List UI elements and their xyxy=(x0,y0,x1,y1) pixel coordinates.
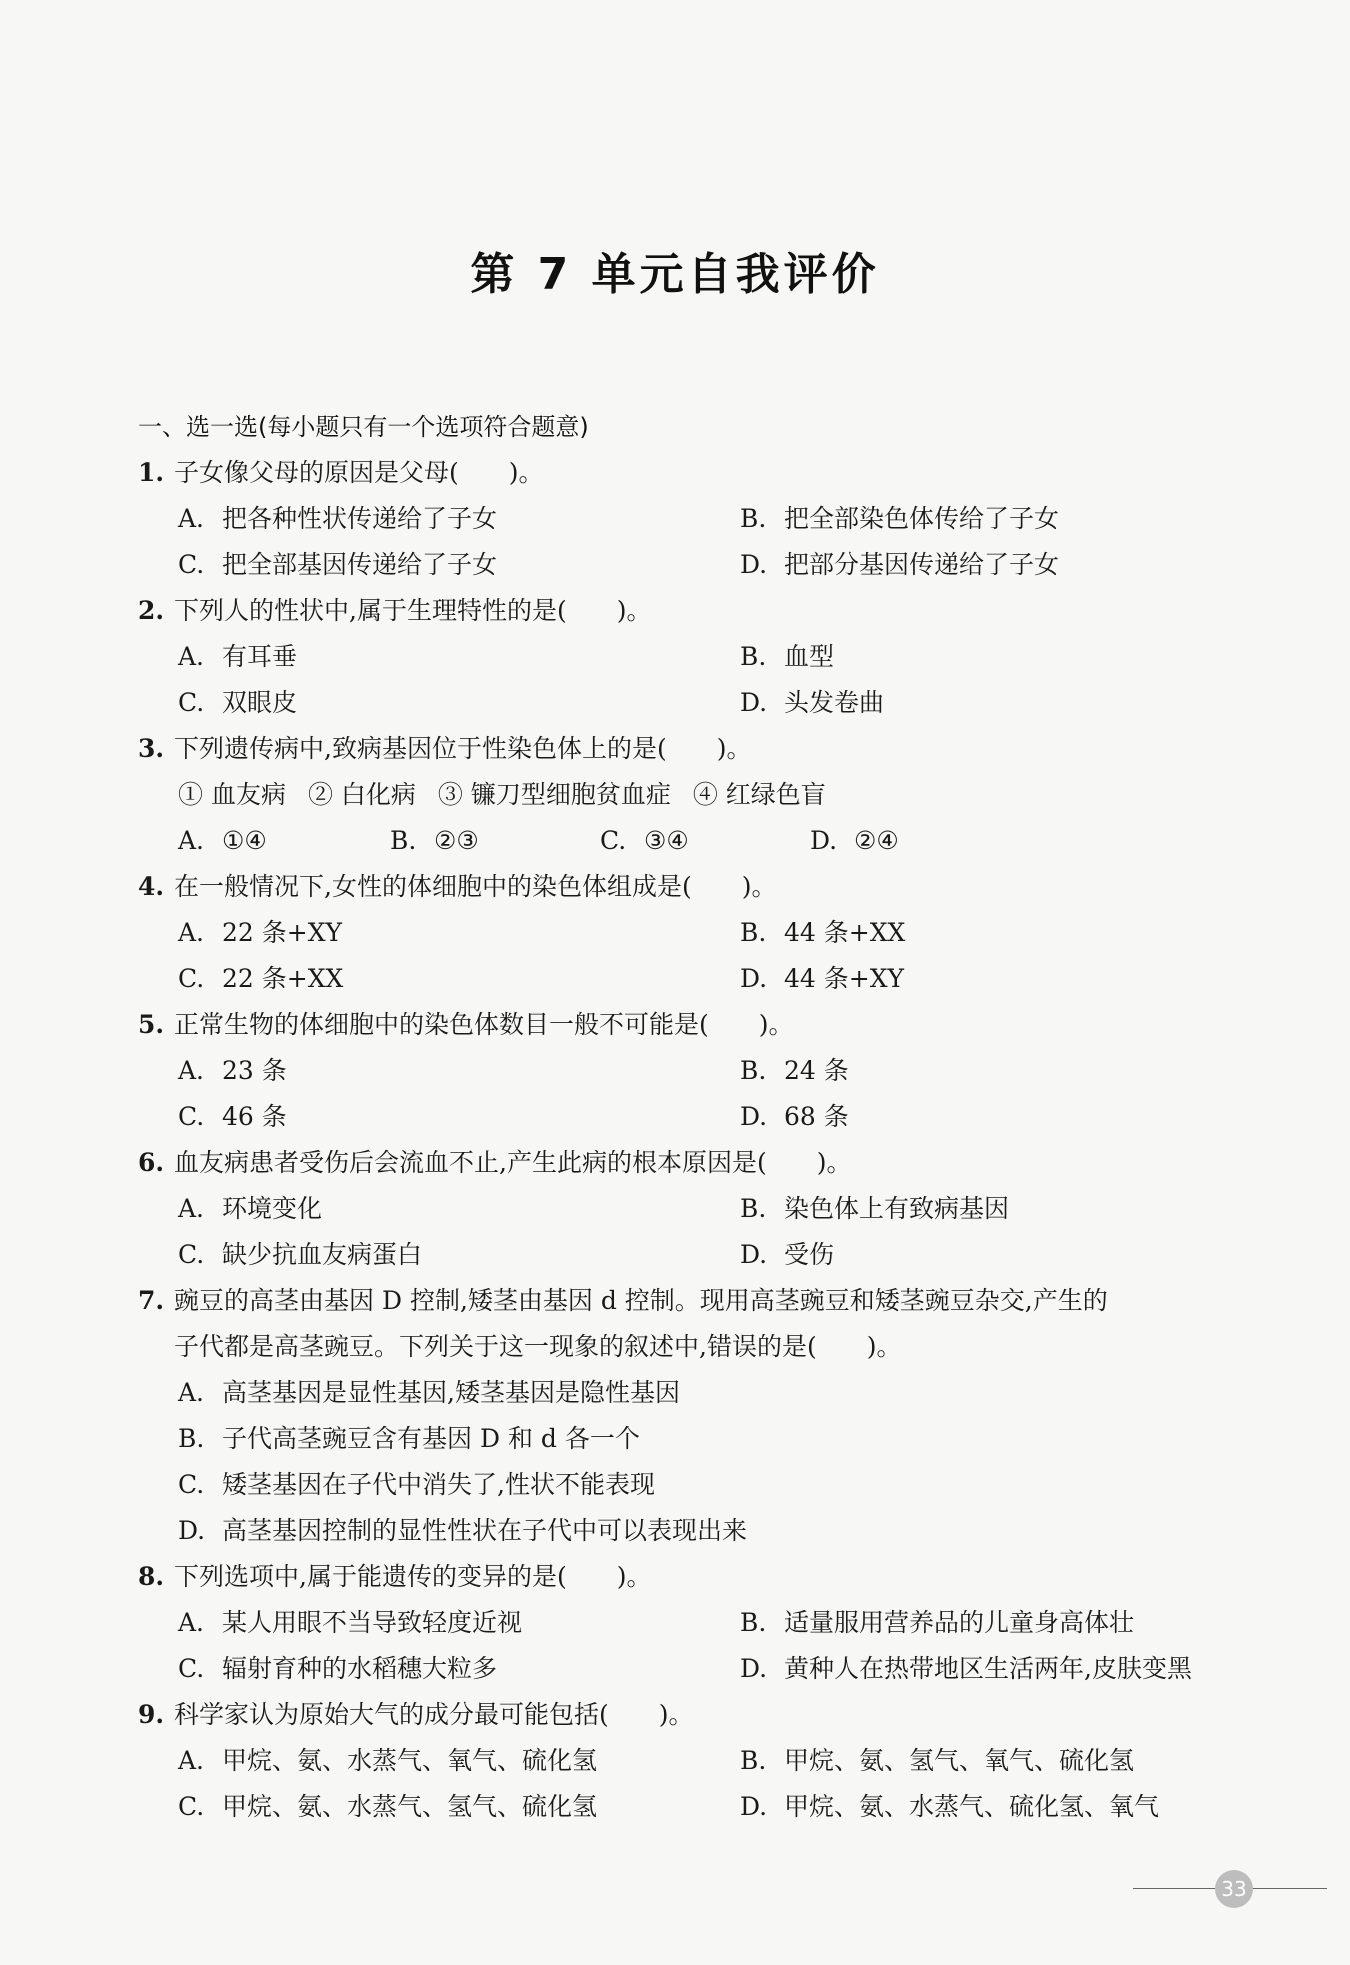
option-letter: C. xyxy=(178,550,205,579)
option-text: 高茎基因控制的显性性状在子代中可以表现出来 xyxy=(222,1516,748,1545)
option-letter: D. xyxy=(810,826,838,855)
statement-item: ③ 镰刀型细胞贫血症 xyxy=(437,780,671,809)
option-letter: C. xyxy=(178,1470,205,1499)
option-letter: D. xyxy=(740,688,768,717)
option xyxy=(740,542,1059,588)
option xyxy=(138,1508,1218,1554)
option-row xyxy=(138,680,1218,726)
option-text: 44 条+XY xyxy=(784,964,905,993)
option-letter: A. xyxy=(178,1746,205,1775)
option-row xyxy=(138,496,1218,542)
option-text: 24 条 xyxy=(784,1056,849,1085)
option-letter: B. xyxy=(740,504,767,533)
option-text: 缺少抗血友病蛋白 xyxy=(222,1240,423,1269)
option-letter: D. xyxy=(740,1240,768,1269)
option-letter: D. xyxy=(740,1792,768,1821)
option xyxy=(740,1784,1159,1830)
option-row xyxy=(138,1186,1218,1232)
question-text: 下列选项中,属于能遗传的变异的是( )。 xyxy=(174,1562,652,1591)
option-row xyxy=(138,1094,1218,1140)
option xyxy=(138,1462,1218,1508)
option-letter: B. xyxy=(740,1194,767,1223)
option-row xyxy=(138,1646,1218,1692)
option-text: 把全部染色体传给了子女 xyxy=(784,504,1060,533)
option-letter: A. xyxy=(178,504,205,533)
option xyxy=(138,1416,1218,1462)
option-row xyxy=(138,1600,1218,1646)
option xyxy=(178,1738,597,1784)
option xyxy=(740,496,1059,542)
question-stem xyxy=(138,1140,1218,1186)
question-number: 1. xyxy=(138,458,165,487)
question-stem xyxy=(138,1002,1218,1048)
option-text: ②④ xyxy=(854,826,899,855)
option xyxy=(810,818,899,864)
question-number: 5. xyxy=(138,1010,165,1039)
option xyxy=(740,1738,1134,1784)
footer-line-right xyxy=(1253,1888,1327,1889)
option xyxy=(178,1048,287,1094)
option-text: ②③ xyxy=(434,826,479,855)
option xyxy=(178,1646,497,1692)
option-row xyxy=(138,634,1218,680)
option-text: 受伤 xyxy=(784,1240,835,1269)
option-letter: D. xyxy=(740,550,768,579)
option-text: ①④ xyxy=(222,826,267,855)
option xyxy=(178,818,267,864)
option xyxy=(178,1094,287,1140)
question-text: 血友病患者受伤后会流血不止,产生此病的根本原因是( )。 xyxy=(174,1148,852,1177)
option xyxy=(178,1600,522,1646)
option-text: 甲烷、氨、氢气、氧气、硫化氢 xyxy=(784,1746,1135,1775)
option-row xyxy=(138,956,1218,1002)
option-text: 辐射育种的水稻穗大粒多 xyxy=(222,1654,498,1683)
option-text: 甲烷、氨、水蒸气、氢气、硫化氢 xyxy=(222,1792,598,1821)
option-letter: D. xyxy=(740,1654,768,1683)
option xyxy=(178,542,497,588)
question-number: 3. xyxy=(138,734,165,763)
option-text: 甲烷、氨、水蒸气、氧气、硫化氢 xyxy=(222,1746,598,1775)
option-text: ③④ xyxy=(644,826,689,855)
section-heading: 一、选一选(每小题只有一个选项符合题意) xyxy=(138,413,589,441)
option-text: 子代高茎豌豆含有基因 D 和 d 各一个 xyxy=(222,1424,640,1453)
option-text: 有耳垂 xyxy=(222,642,298,671)
option-letter: B. xyxy=(390,826,417,855)
option-text: 适量服用营养品的儿童身高体壮 xyxy=(784,1608,1135,1637)
option-text: 22 条+XX xyxy=(222,964,344,993)
option xyxy=(740,1048,849,1094)
question-number: 9. xyxy=(138,1700,165,1729)
option-letter: C. xyxy=(178,1240,205,1269)
option-text: 甲烷、氨、水蒸气、硫化氢、氧气 xyxy=(784,1792,1160,1821)
option-row xyxy=(138,818,1218,864)
option-letter: C. xyxy=(178,1654,205,1683)
option xyxy=(390,818,479,864)
option xyxy=(178,1186,322,1232)
option-letter: C. xyxy=(178,1102,205,1131)
question-stem xyxy=(138,1554,1218,1600)
option-text: 头发卷曲 xyxy=(784,688,885,717)
question-text: 子代都是高茎豌豆。下列关于这一现象的叙述中,错误的是( )。 xyxy=(174,1332,902,1361)
option-row xyxy=(138,910,1218,956)
question-number: 6. xyxy=(138,1148,165,1177)
option-text: 染色体上有致病基因 xyxy=(784,1194,1010,1223)
question-text: 子女像父母的原因是父母( )。 xyxy=(174,458,544,487)
option-text: 把全部基因传递给了子女 xyxy=(222,550,498,579)
option-letter: D. xyxy=(740,1102,768,1131)
option-text: 高茎基因是显性基因,矮茎基因是隐性基因 xyxy=(222,1378,680,1407)
option-letter: B. xyxy=(740,642,767,671)
question-text: 正常生物的体细胞中的染色体数目一般不可能是( )。 xyxy=(174,1010,794,1039)
option-letter: B. xyxy=(740,918,767,947)
option xyxy=(178,634,297,680)
option-row xyxy=(138,1784,1218,1830)
option xyxy=(740,1600,1134,1646)
question-stem xyxy=(138,1324,1218,1370)
option-letter: B. xyxy=(740,1608,767,1637)
question-number: 8. xyxy=(138,1562,165,1591)
question-text: 科学家认为原始大气的成分最可能包括( )。 xyxy=(174,1700,694,1729)
statement-item: ① 血友病 xyxy=(178,780,286,809)
page-number: 33 xyxy=(1215,1870,1253,1908)
question-stem xyxy=(138,1692,1218,1738)
option xyxy=(740,910,905,956)
statement-items xyxy=(138,772,1218,818)
option xyxy=(740,1186,1009,1232)
question-stem xyxy=(138,450,1218,496)
question-text: 豌豆的高茎由基因 D 控制,矮茎由基因 d 控制。现用高茎豌豆和矮茎豌豆杂交,产生的 xyxy=(174,1286,1108,1315)
option xyxy=(740,1094,849,1140)
option xyxy=(178,956,343,1002)
option-letter: C. xyxy=(178,688,205,717)
statement-item: ② 白化病 xyxy=(307,780,416,809)
option-text: 血型 xyxy=(784,642,835,671)
question-stem xyxy=(138,1278,1218,1324)
option-letter: A. xyxy=(178,1608,205,1637)
option-text: 环境变化 xyxy=(222,1194,323,1223)
question-number: 4. xyxy=(138,872,165,901)
option-letter: A. xyxy=(178,1194,205,1223)
question-stem xyxy=(138,726,1218,772)
question-text: 下列遗传病中,致病基因位于性染色体上的是( )。 xyxy=(174,734,752,763)
option-text: 68 条 xyxy=(784,1102,849,1131)
option-letter: A. xyxy=(178,1378,205,1407)
page-title: 第 7 单元自我评价 xyxy=(470,249,880,300)
option xyxy=(740,634,834,680)
question-list xyxy=(138,404,1218,1830)
option xyxy=(740,1646,1192,1692)
option xyxy=(178,1232,422,1278)
question-text: 在一般情况下,女性的体细胞中的染色体组成是( )。 xyxy=(174,872,777,901)
option xyxy=(178,496,497,542)
option-row xyxy=(138,1738,1218,1784)
option-letter: A. xyxy=(178,826,205,855)
option-text: 矮茎基因在子代中消失了,性状不能表现 xyxy=(222,1470,655,1499)
option xyxy=(178,910,342,956)
question-stem xyxy=(138,588,1218,634)
option-text: 某人用眼不当导致轻度近视 xyxy=(222,1608,523,1637)
option xyxy=(178,680,297,726)
option-text: 双眼皮 xyxy=(222,688,298,717)
option xyxy=(740,956,904,1002)
option-letter: C. xyxy=(600,826,627,855)
option-letter: D. xyxy=(178,1516,206,1545)
footer-line-left xyxy=(1133,1888,1215,1889)
statement-item: ④ 红绿色盲 xyxy=(692,780,826,809)
option xyxy=(600,818,689,864)
option-row xyxy=(138,542,1218,588)
option-letter: A. xyxy=(178,918,205,947)
option-text: 把部分基因传递给了子女 xyxy=(784,550,1060,579)
option-letter: C. xyxy=(178,964,205,993)
option xyxy=(178,1784,597,1830)
option xyxy=(138,1370,1218,1416)
option-letter: A. xyxy=(178,642,205,671)
option xyxy=(740,680,884,726)
option-letter: B. xyxy=(740,1746,767,1775)
option-text: 黄种人在热带地区生活两年,皮肤变黑 xyxy=(784,1654,1192,1683)
option-text: 44 条+XX xyxy=(784,918,906,947)
option-letter: A. xyxy=(178,1056,205,1085)
option-text: 把各种性状传递给了子女 xyxy=(222,504,498,533)
question-stem xyxy=(138,864,1218,910)
question-number: 2. xyxy=(138,596,165,625)
option-text: 22 条+XY xyxy=(222,918,343,947)
option-text: 46 条 xyxy=(222,1102,287,1131)
question-number: 7. xyxy=(138,1286,165,1315)
question-text: 下列人的性状中,属于生理特性的是( )。 xyxy=(174,596,652,625)
option-row xyxy=(138,1232,1218,1278)
option-row xyxy=(138,1048,1218,1094)
option-letter: D. xyxy=(740,964,768,993)
option-letter: B. xyxy=(178,1424,205,1453)
option-letter: C. xyxy=(178,1792,205,1821)
option-letter: B. xyxy=(740,1056,767,1085)
option xyxy=(740,1232,834,1278)
option-text: 23 条 xyxy=(222,1056,287,1085)
